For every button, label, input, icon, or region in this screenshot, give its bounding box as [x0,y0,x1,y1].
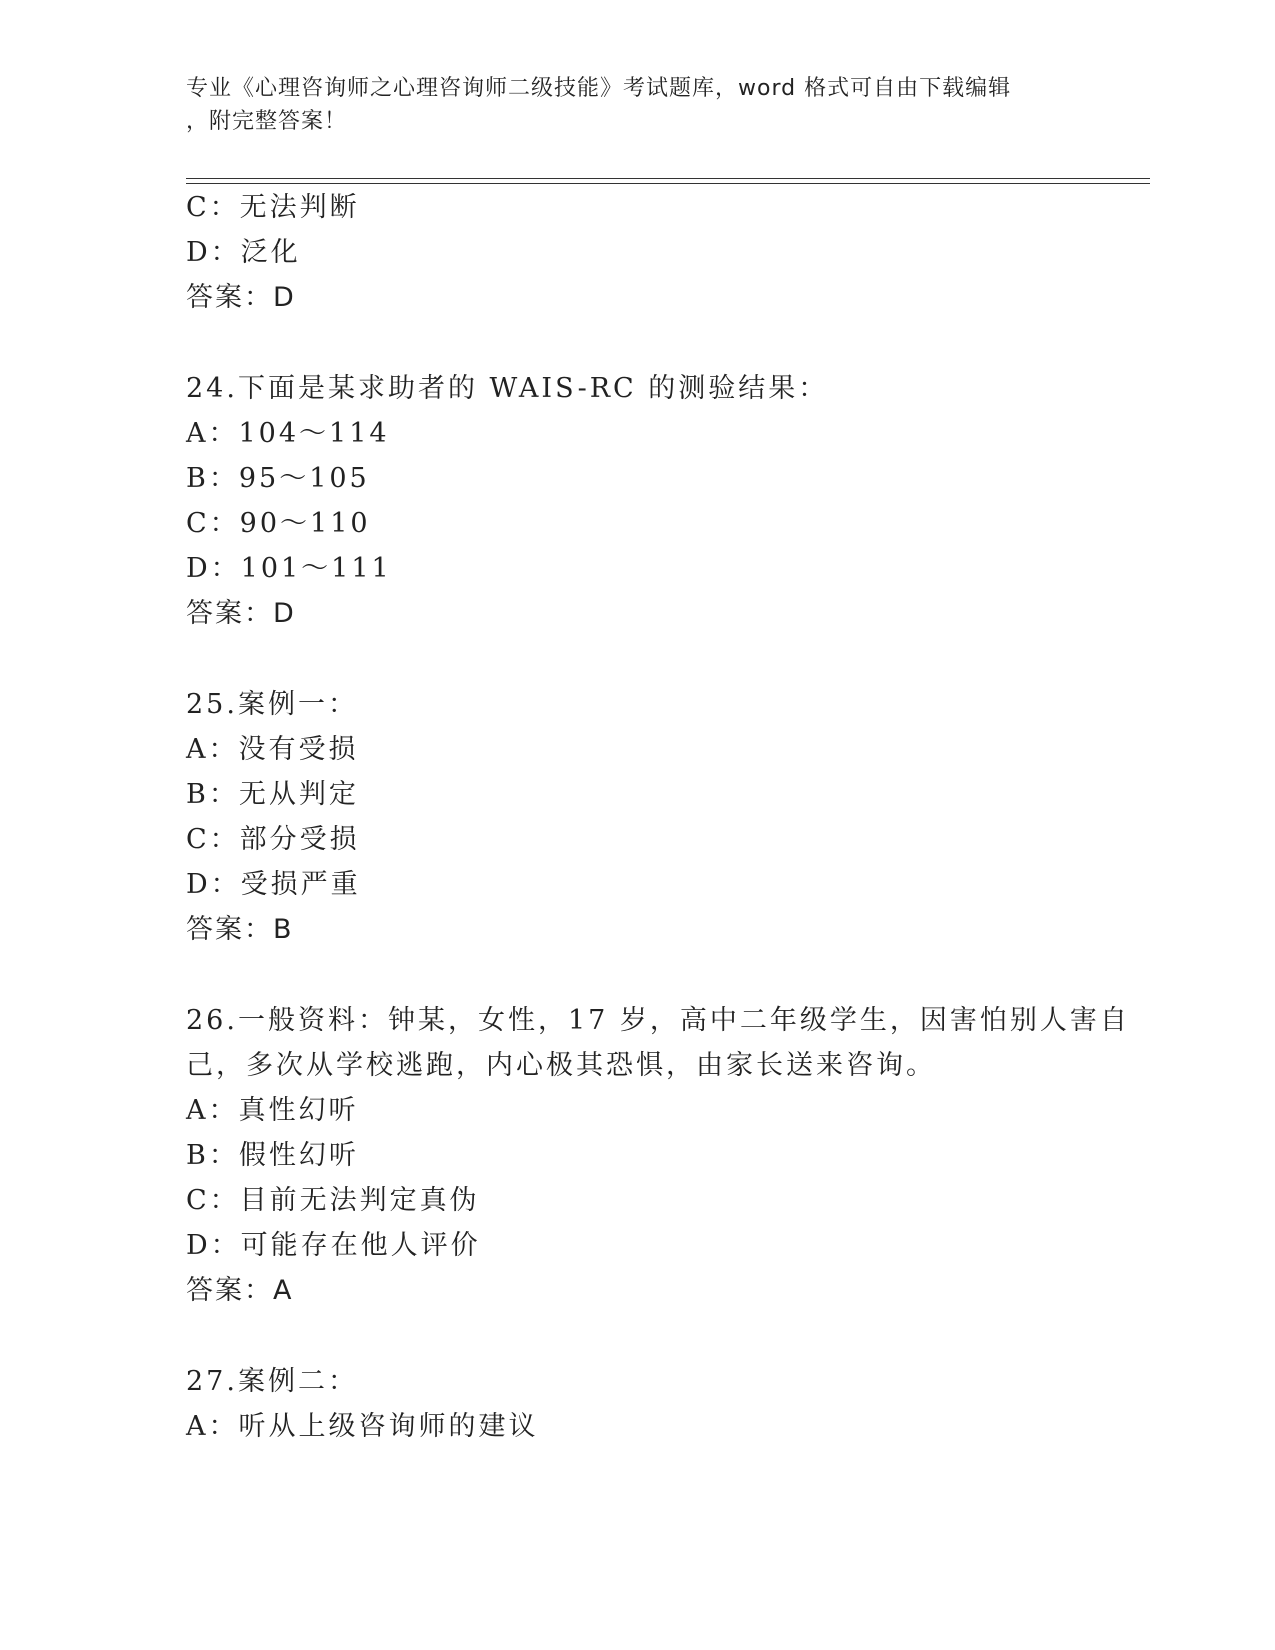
header-divider-bottom [186,183,1150,184]
option-c: C：无法判断 [186,192,360,223]
question-stem-line-2: 己，多次从学校逃跑，内心极其恐惧，由家长送来咨询。 [186,1050,936,1081]
option-b: B：95～105 [186,463,370,494]
option-a: A：真性幻听 [186,1095,359,1126]
option-c: C：部分受损 [186,824,360,855]
option-c: C：90～110 [186,508,371,539]
header-divider-top [186,178,1150,179]
page-header [186,72,1086,138]
answer-text: 答案：D [186,282,296,313]
option-d: D：101～111 [186,553,392,584]
option-a: A：104～114 [186,418,390,449]
option-a: A：没有受损 [186,734,359,765]
option-d: D：可能存在他人评价 [186,1230,481,1261]
answer-text: 答案：A [186,1275,294,1306]
option-c: C：目前无法判定真伪 [186,1185,480,1216]
option-d: D：泛化 [186,237,301,268]
question-stem-line-1: 26.一般资料：钟某，女性，17 岁，高中二年级学生，因害怕别人害自 [186,1005,1130,1036]
option-b: B：无从判定 [186,779,359,810]
option-b: B：假性幻听 [186,1140,359,1171]
question-stem: 25.案例一： [186,689,358,720]
option-a: A：听从上级咨询师的建议 [186,1411,539,1442]
question-stem: 24.下面是某求助者的 WAIS-RC 的测验结果： [186,373,829,404]
option-d: D：受损严重 [186,869,361,900]
answer-text: 答案：B [186,914,294,945]
answer-text: 答案：D [186,598,296,629]
question-stem: 27.案例二： [186,1366,358,1397]
header-line-1: 专业《心理咨询师之心理咨询师二级技能》考试题库，word 格式可自由下载编辑 [186,76,1012,101]
header-line-2: ，附完整答案！ [186,109,348,134]
